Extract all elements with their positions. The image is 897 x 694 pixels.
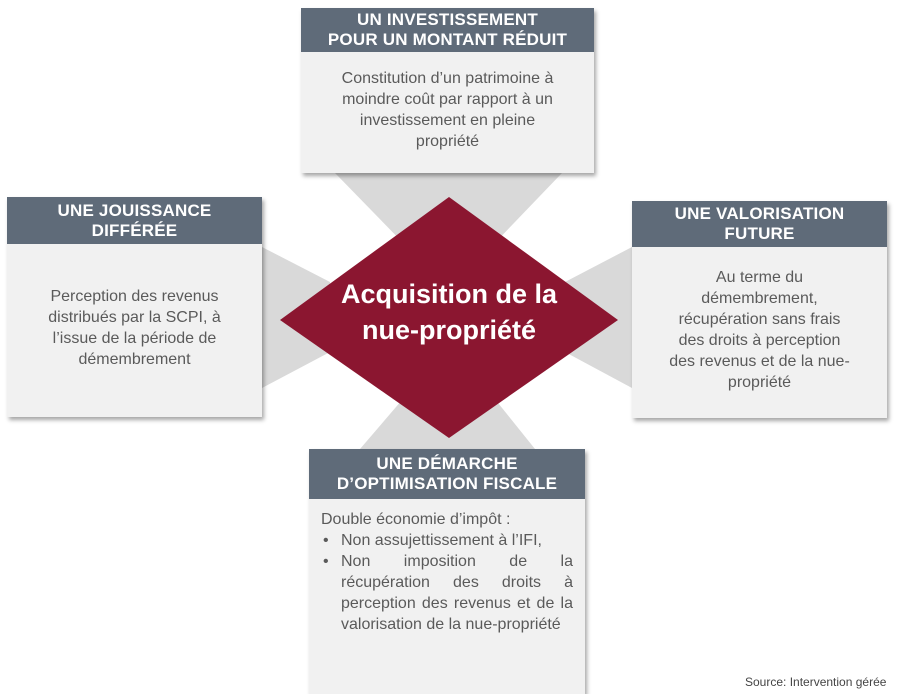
card-top-body-line: moindre coût par rapport à un [342,91,553,108]
card-bottom-body [309,499,585,635]
list-item [321,530,573,551]
card-right-body-line: propriété [727,374,792,391]
list-item-text: Non imposition de la récupération des droits à perception des revenus et de la valorisation de la nue-propriété [341,553,573,633]
card-right-body-line: des revenus et de la nue- [669,353,850,370]
card-bottom-bullet-list [321,530,573,635]
bullet-icon: • [323,553,329,570]
list-item-text: Non assujettissement à l’IFI, [341,532,542,549]
card-right-body-line: Au terme du [715,269,804,286]
card-top-body [301,52,594,152]
card-reduced-investment [301,8,594,173]
card-left-title [7,197,262,244]
center-label [303,276,595,348]
card-top-title [301,8,594,52]
card-deferred-enjoyment [7,197,262,417]
card-top-body-line: Constitution d’un patrimoine à [341,70,554,87]
center-label-line1: Acquisition de la [340,279,558,309]
card-future-valuation [632,201,887,418]
card-bottom-title-line2: D’OPTIMISATION FISCALE [336,474,558,493]
card-right-body [632,247,887,393]
card-top-body-line: investissement en pleine [359,112,536,129]
card-left-body [7,244,262,370]
card-bottom-intro: Double économie d’impôt : [321,511,511,528]
card-bottom-title-line1: UNE DÉMARCHE [376,454,518,473]
card-left-body-line: l’issue de la période de [52,330,217,347]
card-right-body-line: des droits à perception [678,332,841,349]
card-right-body-line: récupération sans frais [678,311,841,328]
card-bottom-title [309,449,585,499]
bullet-icon: • [323,532,329,549]
card-right-title [632,201,887,247]
footer-source-fragment: Source: Intervention gérée [745,675,887,689]
card-right-title-line1: UNE VALORISATION [674,204,845,223]
center-label-line2: nue-propriété [361,315,536,345]
card-left-title-line2: DIFFÉRÉE [91,221,178,240]
card-left-title-line1: UNE JOUISSANCE [57,201,212,220]
card-right-body-line: démembrement, [701,290,818,307]
card-left-body-line: démembrement [78,351,191,368]
card-top-title-line1: UN INVESTISSEMENT [357,10,538,29]
card-top-title-line2: POUR UN MONTANT RÉDUIT [327,30,568,49]
card-right-title-line2: FUTURE [724,224,795,243]
card-tax-optimization [309,449,585,694]
card-left-body-line: Perception des revenus [50,288,219,305]
card-left-body-line: distribués par la SCPI, à [48,309,221,326]
list-item [321,551,573,635]
card-top-body-line: propriété [415,133,480,150]
